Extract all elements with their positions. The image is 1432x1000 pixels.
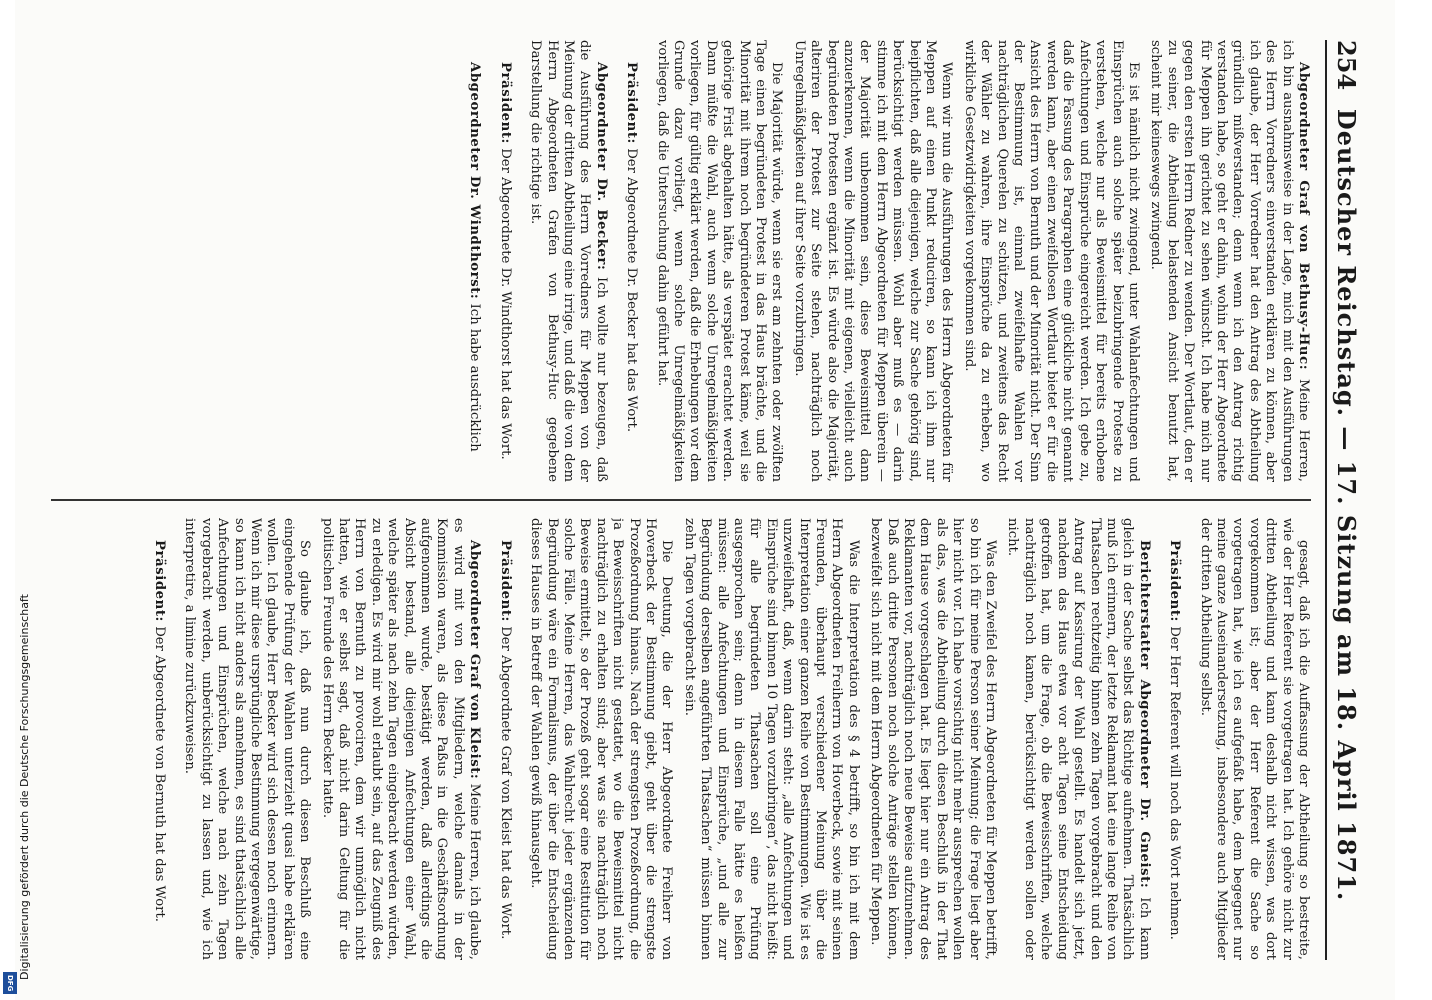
paragraph-text: Was den Zweifel des Herrn Abgeordneten für Meppen betrifft, so bin ich für meine Person seiner Meinung; die Frage liegt aber hier nicht vor. Ich habe vorsichtig nicht mehr aussprechen wollen als das, was die Abtheilung durch diesen Beschluß in der That dem Hause vorgeschlagen hat. Es liegt hier nur ein Antrag des Reklamanten vor, nachträglich noch neue Beweise aufzunehmen. Daß auch dritte Personen noch solche Anträge stellen können, bezweifelt sich nicht mit dem Herrn Abgeordneten für Meppen. xyxy=(868,518,999,960)
paragraph xyxy=(653,40,784,482)
paragraph-text: gesagt, daß ich die Auffassung der Abtheilung so bestreite, wie der Herr Referent sie vorgetragen hat. Ich gehöre nicht zur dritten Abtheilung und kann deshalb nicht wissen, was dort vorgekommen ist; aber der Herr Referent die Sache so vorgetragen hat, wie ich es aufgefaßt habe, dem begegnet nur meine ganze Auseinandersetzung, insbesondere auch Mitglieder der dritten Abtheilung selbst. xyxy=(1197,518,1311,960)
speaker-label: Präsident: xyxy=(1167,540,1183,623)
speaker-label: Abgeordneter Dr. Becker: xyxy=(593,62,609,271)
credit-text: Digitalisierung gefördert durch die Deutsche Forschungsgemeinschaft xyxy=(18,594,31,980)
paragraph-text: Die Deutung, die der Herr Abgeordnete Freiherr von Hoverbeck der Bestimmung giebt, geht über die strengste Prozeßordnung hinaus. Nach der strengsten Prozeßordnung, die ja Beweisschriften nicht gestattet, wo die Beweismittel nicht nachträglich zu erhalten sind; aber was sie nachträglich noch Beweise ermittelt, so der Prozeß geht sogar eine Restitution für solche Fälle. Meine Herren, das Wahlrecht jeder ergänzenden Begründung wäre ein Formalismus, der über die Entscheidung dieses Hauses in Betreff der Wahlen gewiß hinausgeht. xyxy=(528,518,675,960)
digitization-credit xyxy=(2,594,31,990)
page-number: 254 xyxy=(1332,40,1362,91)
speaker-label: Präsident: xyxy=(497,62,513,145)
paragraph xyxy=(496,40,512,482)
speaker-label: Abgeordneter Dr. Windthorst: xyxy=(467,62,483,300)
paragraph xyxy=(151,518,167,960)
paragraph xyxy=(466,40,482,482)
paragraph xyxy=(1166,518,1182,960)
paragraph-text: Meine Herren, ich glaube, es wird mit von den Mitgliedern, welche damals in der Kommission waren, als diese Paßus in die Geschäftsordnung aufgenommen wurde, bestätigt werden, daß allerdings die Absicht bestand, alle diejenigen Anfechtungen einer Wahl, welche später als nach zehn Tagen eingebracht werden würden, zu erledigen. Es wird mir wohl erlaubt sein, auf das Zeugniß des Herrn von Bernuth zu provociren, dem wir unmöglich nicht hatten, wie er selbst sagt, daß nicht darin Geltung für die politischen Freunde des Herrn Becker hatte. xyxy=(319,518,483,960)
paragraph xyxy=(867,518,998,960)
paragraph xyxy=(527,40,609,482)
paragraph-text: Es ist nämlich nicht zwingend, unter Wahlanfechtungen und Einsprüchen auch solche später beizubringende Proteste zu verstehen, welche nur als Beweismittel für bereits erhobene Anfechtungen und Einsprüche eingereicht werden. Ich gebe zu, daß die Fassung des Paragraphen eine glückliche nicht genannt werden kann, aber einen zweifellosen Wortlaut bietet er für die Ansicht des Herrn von Bernuth und der Minorität nicht. Der Sinn der Bestimmung ist, einmal zweifelhafte Wahlen vor nachträglichen Querelen zu schützen, und zweitens das Recht der Wähler zu wahren, ihre Einsprüche da zu erheben, wo wirkliche Gesetzwidrigkeiten vorgekommen sind. xyxy=(961,40,1141,482)
paragraph xyxy=(527,518,675,960)
paragraph xyxy=(1196,518,1311,960)
paragraph-text: Was die Interpretation des § 4 betrifft, so bin ich mit dem Herrn Abgeordneten Freiherrn von Hoverbeck, sowie mit seinen Freunden, überhaupt verschiedener Meinung über die Interpretation einer ganzen Reihe von Bestimmungen. Wie ist es unzweifelhaft, daß, wenn darin steht: „alle Anfechtungen und Einsprüche sind binnen 10 Tagen vorzubringen“, das nicht heißt: für alle begründeten Thatsachen soll eine Prüfung ausgesprochen sein; denn in diesem Falle hätte es heißen müssen: alle Anfechtungen und Einsprüche, „und alle zur Begründung derselben angeführten Thatsachen“ müssen binnen zehn Tagen vorgebracht sein. xyxy=(681,518,861,960)
speaker-label: Abgeordneter Graf von Bethusy-Huc: xyxy=(1296,62,1311,371)
paragraph xyxy=(790,40,954,482)
column-divider xyxy=(51,499,1311,501)
paragraph xyxy=(1147,40,1311,482)
right-column xyxy=(51,518,1311,960)
speaker-label: Abgeordneter Graf von Kleist: xyxy=(467,540,483,780)
paragraph-text: Der Abgeordnete Graf von Kleist hat das Wort. xyxy=(497,626,513,940)
paragraph-text: Wenn wir nun die Ausführungen des Herrn Abgeordneten für Meppen auf einen Punkt reduciren, so kann ich ihm nur beipflichten, daß alle diejenigen, welche zur Sache gehörig sind, berücksichtigt werden müssen. Wohl aber muß es — darin stimme ich mit dem Herrn Abgeordneten für Meppen überein — der Majorität unbenommen sein, diese Beweismittel dann anzuerkennen, wenn die Minorität mit eigenen, vielleicht auch begründeten Protesten ergänzt ist. Es würde also die Majorität, alteriren der Protest zur Seite stehen, nachträglich noch Unregelmäßigkeiten auf ihrer Seite vorzubringen. xyxy=(791,40,955,482)
speaker-label: Berichterstatter Abgeordneter Dr. Gneist: xyxy=(1136,540,1152,889)
paragraph xyxy=(318,518,482,960)
paragraph xyxy=(680,518,860,960)
paragraph-text: Ich wollte nur bezeugen, daß die Ausführung des Herrn Vorredners für Meppen von der Meinung der dritten Abtheilung eine irrige, und daß die von dem Herrn Abgeordneten Grafen von Bethusy-Huc gegebene Darstellung die richtige ist. xyxy=(528,40,609,482)
paragraph-text: So glaube ich, daß nun durch diesen Beschluß eine eingehende Prüfung der Wahlen unterzieht quasi habe erklären wollen. Ich glaube, Herr Becker wird sich dessen noch erinnern. Wenn ich mir diese ursprüngliche Bestimmung vergegenwärtige, so kann ich nicht anders als annehmen, es sind thatsächlich alle Anfechtungen und Einsprüchen, welche nach zehn Tagen vorgebracht werden, unberücksichtigt zu lassen und, wie ich interpretire, a limine zurückzuweisen. xyxy=(182,518,313,960)
paragraph-text: Der Abgeordnete von Bernuth hat das Wort. xyxy=(152,626,167,922)
left-column xyxy=(51,40,1311,482)
paragraph-text: Ich kann gleich in der Sache selbst das Richtige aufnehmen. Thatsächlich muß ich erinnern, der letzte Reklamant hat eine lange Reihe von Thatsachen rechtzeitig binnen zehn Tagen vorgebracht und den Antrag auf Kassirung der Wahl gestellt. Es handelt sich jetzt, nachdem das Haus etwa vor acht Tagen seine Entscheidung getroffen hat, um die Frage, ob die Beweisschriften, welche nachträglich noch kamen, berücksichtigt werden sollen oder nicht. xyxy=(1005,518,1152,960)
paragraph-text: Ich habe ausdrücklich xyxy=(467,303,483,452)
speaker-label: Präsident: xyxy=(152,540,167,623)
paragraph xyxy=(181,518,312,960)
paragraph xyxy=(960,40,1140,482)
paragraph xyxy=(496,518,512,960)
speaker-label: Präsident: xyxy=(624,62,640,145)
paragraph-text: Der Abgeordnete Dr. Becker hat das Wort. xyxy=(624,148,640,433)
paragraph-text: Der Abgeordnete Dr. Windthorst hat das Wort. xyxy=(497,148,513,460)
speaker-label: Präsident: xyxy=(497,540,513,623)
page-header xyxy=(1325,40,1367,960)
paragraph-text: Die Majorität würde, wenn sie erst am zehnten oder zwölften Tage einen begründeten Protest in das Haus brächte, und die Minorität mit ihrem noch begründeteren Protest käme, weil sie gehörige Frist abgehalten hätte, als verspätet erachtet werden. Dann müßte die Wahl, auch wenn solche Unregelmäßigkeiten vorliegen, für gültig erklärt werden, daß die Erhebungen vor dem Grunde dazu vorliegt, wenn solche Unregelmäßigkeiten vorliegen, daß die Untersuchung dahin geführt hat. xyxy=(654,40,785,482)
paragraph xyxy=(623,40,639,482)
scanned-page xyxy=(15,0,1395,1000)
paragraph-text: Der Herr Referent will noch das Wort nehmen. xyxy=(1167,626,1183,940)
dfg-logo-icon: DFG xyxy=(3,972,17,994)
paragraph xyxy=(1004,518,1152,960)
paragraph-text: Meine Herren, ich bin ausnahmsweise in der Lage, mich mit den Ausführungen des Herrn Vorredners einverstanden erklären zu können, aber ich glaube, der Herr Vorredner hat den Antrag des Abtheilung gründlich mißverstanden; denn wenn ich den Antrag richtig verstanden habe, so geht er dahin, wohin der Herr Abgeordnete für Meppen ihn gerichtet zu sehen wünscht. Ich habe mich nur gegen den ersten Herrn Redner zu wenden. Der Wortlaut, den er zu seiner, die Abtheilung belastenden Ansicht benutzt hat, scheint mir keineswegs zwingend. xyxy=(1148,40,1311,482)
page-title: Deutscher Reichstag. — 17. Sitzung am 18. April 1871. xyxy=(1332,108,1362,902)
